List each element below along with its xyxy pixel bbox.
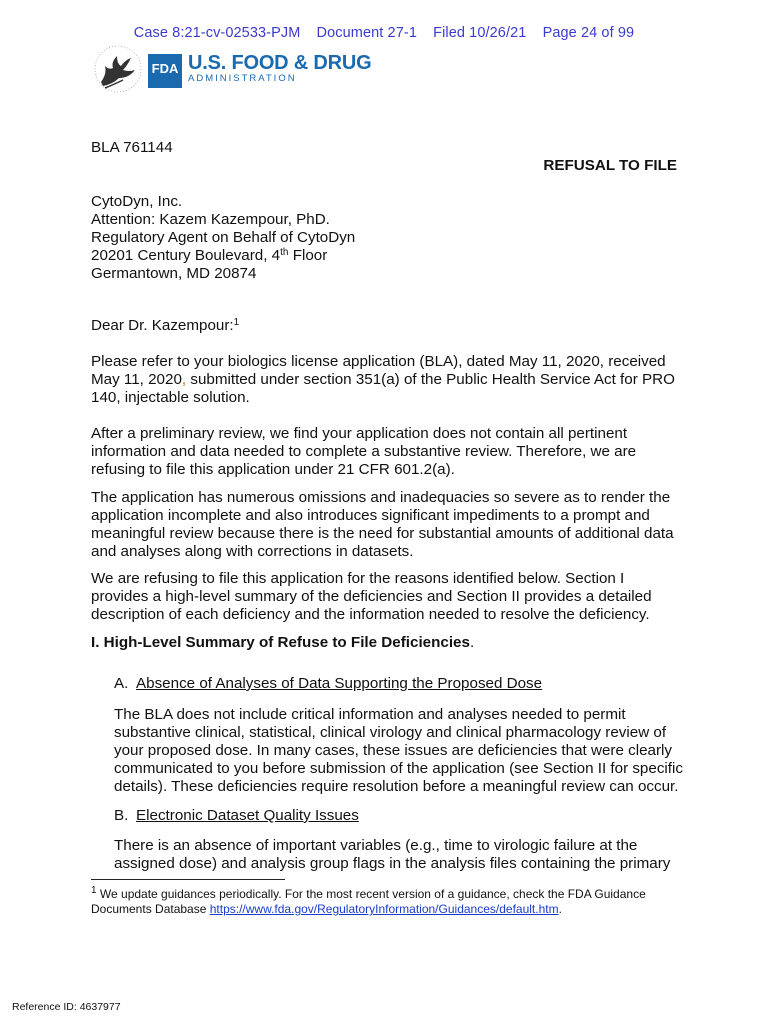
paragraph-3: The application has numerous omissions and inadequacies so severe as to render the application incomplete and also introduces significant impediments to a prompt and meaningful review because there is the need for substantial amounts of additional data and analyses along with corrections in datasets. (91, 489, 674, 560)
address-company: CytoDyn, Inc. (91, 193, 183, 210)
address-city: Germantown, MD 20874 (91, 265, 257, 282)
address-attention: Attention: Kazem Kazempour, PhD. (91, 211, 330, 228)
paragraph-4: We are refusing to file this application for the reasons identified below. Section I provides a high-level summary of the deficiencies and Section II provides a detailed description of each deficiency and the information needed to resolve the deficiency. (91, 570, 652, 623)
bla-number: BLA 761144 (91, 139, 173, 156)
case-number: Case 8:21-cv-02533-PJM (133, 25, 301, 41)
fda-guidance-link[interactable]: https://www.fda.gov/RegulatoryInformation/Guidances/default.htm (209, 902, 559, 916)
address-block (91, 193, 355, 283)
subsection-a-heading: A. Absence of Analyses of Data Supporting the Proposed Dose (114, 675, 543, 692)
subsection-b-heading: B. Electronic Dataset Quality Issues (114, 807, 359, 824)
section-heading: I. High-Level Summary of Refuse to File Deficiencies. (91, 634, 475, 651)
page-number: Page 24 of 99 (542, 25, 635, 41)
footnote-marker: 1 (233, 317, 240, 328)
case-header (0, 25, 768, 41)
address-role: Regulatory Agent on Behalf of CytoDyn (91, 229, 356, 246)
fda-badge: FDA (148, 54, 182, 88)
paragraph-2: After a preliminary review, we find your application does not contain all pertinent information and data needed to complete a substantive review. Therefore, we are refusing to file this application under 21 CFR 601.2(a). (91, 425, 637, 478)
footnote: $^1$ We update guidances periodically. For the most recent version of a guidance, check the FDA Guidance Documents Database https://www.fda.gov/RegulatoryInformation/Guidances/default.htm. (91, 885, 646, 916)
address-street: 20201 Century Boulevard, 4th Floor (91, 247, 328, 264)
footnote-divider (91, 879, 285, 880)
salutation: Dear Dr. Kazempour:$^1$ (91, 317, 240, 334)
refusal-title: REFUSAL TO FILE (543, 157, 677, 174)
fda-title: U.S. FOOD & DRUG (188, 52, 372, 74)
paragraph-1: Please refer to your biologics license application (BLA), dated May 11, 2020, received May 11, 2020, submitted under section 351(a) of the Public Health Service Act for PRO 140, injectable solution. (91, 353, 675, 406)
subsection-b-body: There is an absence of important variables (e.g., time to virologic failure at the assigned dose) and analysis group flags in the analysis files containing the primary (114, 837, 671, 872)
reference-id: Reference ID: 4637977 (12, 1001, 121, 1013)
hhs-eagle-icon (93, 44, 143, 94)
document-number: Document 27-1 (316, 25, 417, 41)
filed-date: Filed 10/26/21 (433, 25, 527, 41)
subsection-a-body: The BLA does not include critical information and analyses needed to permit substantive clinical, statistical, clinical virology and clinical pharmacology review of your proposed dose. In many cases, these issues are deficiencies that were clearly communicated to you before submission of the application (see Section II for specific details). These deficiencies require resolution before a meaningful review can occur. (114, 706, 683, 795)
fda-subtitle: ADMINISTRATION (188, 73, 297, 84)
